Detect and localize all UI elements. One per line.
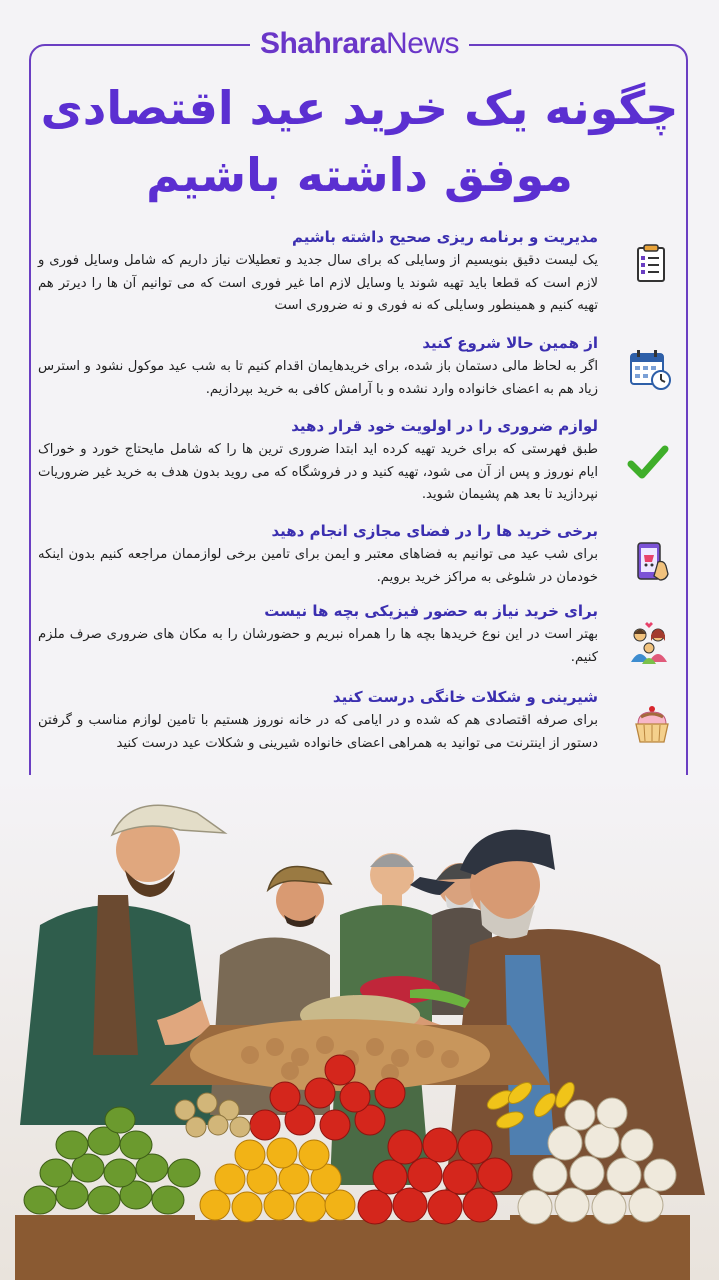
family-icon [628,622,672,666]
tip-section-6 [38,686,598,755]
tip-heading: برای خرید نیاز به حضور فیزیکی بچه ها نیست [264,602,598,620]
tip-body: بهتر است در این نوع خریدها بچه ها را همراه نبریم و حضورشان را به مکان های ضروری صرف ملزم کنیم. [38,627,598,665]
tip-body: اگر به لحاظ مالی دستمان باز شده، برای خریدهایمان اقدام کنیم تا به شب عید موکول نشود و استرس زیاد هم به اعضای خانواده وارد نشده و با آرامش کافی به خرید بپردازیم. [38,359,598,397]
tip-section-1 [38,226,598,318]
tip-body: برای صرفه اقتصادی هم که شده و در ایامی که در خانه نوروز هستیم با تامین لوازم مناسب و گرفتن دستور از اینترنت می توانید به همراهی اعضای خانواده شیرینی و شکلات عید درست کنید [38,713,598,751]
tip-heading: از همین حالا شروع کنید [422,334,598,352]
market-vendors-illustration [0,775,719,1280]
tip-heading: برخی خرید ها را در فضای مجازی انجام دهید [271,522,598,540]
page-title-line1: چگونه یک خرید عید اقتصادی [40,81,679,135]
tip-body: طبق فهرستی که برای خرید تهیه کرده اید ابتدا ضروری ترین ها را که شامل مایحتاج خورد و خوراک ایام نوروز و پس از آن می شود، تهیه کنید و در فروشگاه که می روید بدون هدف به خرید غیر ضروریات نپردازید تا بعد هم پشیمان شوید. [38,442,598,502]
tip-body: برای شب عید می توانیم به فضاهای معتبر و ایمن برای تامین برخی لوازممان مراجعه کنیم بدون اینکه خودمان در شلوغی به مراکز خرید برویم. [38,547,598,585]
checklist-icon [629,243,673,287]
checkmark-icon [626,440,670,484]
crate [190,1220,360,1280]
tip-heading: لوازم ضروری را در اولویت خود قرار دهید [291,417,598,435]
brand-header [0,22,719,66]
tip-section-3 [38,415,598,507]
tip-heading: شیرینی و شکلات خانگی درست کنید [332,688,598,706]
brand-part1: Shahrara [259,27,387,60]
tip-section-5 [38,600,598,669]
mobile-shopping-icon [630,540,674,584]
tip-body: یک لیست دقیق بنویسیم از وسایلی که برای سال جدید و تعطیلات نیاز داریم که شامل وسایل فوری و لازم است که قطعا باید تهیه شوند یا وسایل لازم اما غیر فوری است که می توانیم آن ها را دیرتر هم تهیه کنیم و همینطور وسایلی که نه فوری و نه ضروری است [38,253,598,313]
brand-logo [250,22,469,66]
brand-part2: News [386,27,460,60]
page-title-line2: موفق داشته باشیم [146,148,573,202]
crate [355,1220,520,1280]
tip-section-4 [38,520,598,589]
tip-heading: مدیریت و برنامه ریزی صحیح داشته باشیم [292,228,598,246]
tip-section-2 [38,332,598,401]
crate [15,1215,195,1280]
crate [510,1215,690,1280]
cupcake-icon [630,704,674,748]
calendar-clock-icon [628,347,672,391]
